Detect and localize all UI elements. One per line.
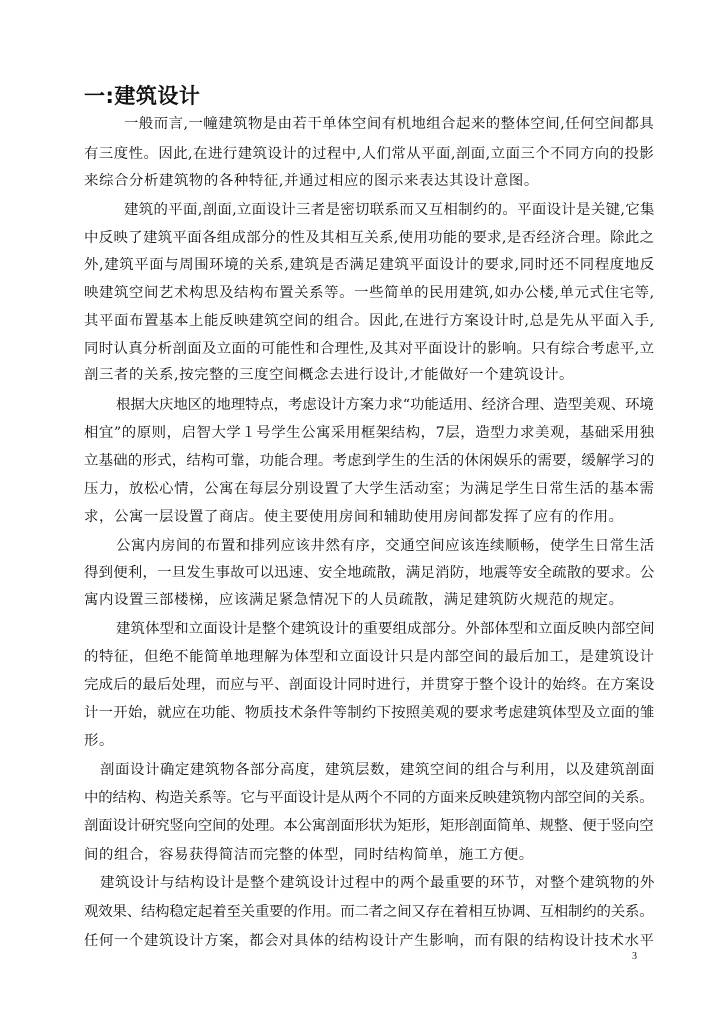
paragraph-6-line: 剖面设计研究竖向空间的处理。本公寓剖面形状为矩形，矩形剖面简单、规整、便于竖向空 — [84, 818, 654, 834]
paragraph-4-line: 得到便利，一旦发生事故可以迅速、安全地疏散，满足消防，地震等安全疏散的要求。公 — [84, 565, 655, 581]
paragraph-5-line: 建筑体型和立面设计是整个建筑设计的重要组成部分。外部体型和立面反映内部空间 — [116, 621, 655, 637]
paragraph-1-line: 一般而言,一幢建筑物是由若干单体空间有机地组合起来的整体空间,任何空间都具 — [124, 116, 655, 132]
paragraph-3-line: 相宜”的原则，启智大学１号学生公寓采用框架结构，7层，造型力求美观，基础采用独 — [84, 425, 655, 441]
paragraph-2-line: 其平面布置基本上能反映建筑空间的组合。因此,在进行方案设计时,总是先从平面入手, — [84, 313, 655, 329]
paragraph-7-line: 任何一个建筑设计方案，都会对具体的结构设计产生影响，而有限的结构设计技术水平 — [84, 933, 655, 949]
paragraph-2-line: 映建筑空间艺术构思及结构布置关系等。一些简单的民用建筑,如办公楼,单元式住宅等, — [84, 285, 655, 301]
paragraph-6-line: 中的结构、构造关系等。它与平面设计是从两个不同的方面来反映建筑物内部空间的关系。 — [84, 790, 654, 806]
paragraph-7-line: 观效果、结构稳定起着至关重要的作用。而二者之间又存在着相互协调、互相制约的关系。 — [84, 904, 654, 920]
paragraph-5-line: 计一开始，就应在功能、物质技术条件等制约下按照美观的要求考虑建筑体型及立面的雏 — [84, 705, 655, 721]
paragraph-3-line: 根据大庆地区的地理特点，考虑设计方案力求“功能适用、经济合理、造型美观、环境 — [116, 397, 654, 413]
paragraph-5-line: 形。 — [84, 733, 114, 749]
section-title: 一:建筑设计 — [84, 84, 201, 108]
paragraph-1-line: 有三度性。因此,在进行建筑设计的过程中,人们常从平面,剖面,立面三个不同方向的投影 — [84, 146, 655, 162]
paragraph-6-line: 剖面设计确定建筑物各部分高度，建筑层数，建筑空间的组合与利用，以及建筑剖面 — [100, 762, 656, 778]
paragraph-7-line: 建筑设计与结构设计是整个建筑设计过程中的两个最重要的环节，对整个建筑物的外 — [100, 875, 656, 891]
paragraph-2-line: 剖三者的关系,按完整的三度空间概念去进行设计,才能做好一个建筑设计。 — [84, 367, 575, 383]
paragraph-6-line: 间的组合，容易获得简洁而完整的体型，同时结构简单，施工方便。 — [84, 847, 534, 863]
paragraph-2-line: 外,建筑平面与周围环境的关系,建筑是否满足建筑平面设计的要求,同时还不同程度地反 — [84, 257, 655, 273]
paragraph-5-line: 的特征，但绝不能简单地理解为体型和立面设计只是内部空间的最后加工，是建筑设计 — [84, 649, 655, 665]
paragraph-3-line: 压力，放松心情，公寓在每层分别设置了大学生活动室；为满足学生日常生活的基本需 — [84, 481, 655, 497]
paragraph-5-line: 完成后的最后处理，而应与平、剖面设计同时进行，并贯穿于整个设计的始终。在方案设 — [84, 677, 655, 693]
paragraph-4-line: 寓内设置三部楼梯，应该满足紧急情况下的人员疏散，满足建筑防火规范的规定。 — [84, 592, 624, 608]
page-number: 3 — [632, 951, 637, 962]
paragraph-4-line: 公寓内房间的布置和排列应该井然有序，交通空间应该连续顺畅，使学生日常生活 — [116, 538, 655, 554]
paragraph-2-line: 建筑的平面,剖面,立面设计三者是密切联系而又互相制约的。平面设计是关键,它集 — [124, 202, 655, 218]
paragraph-3-line: 求，公寓一层设置了商店。使主要使用房间和辅助使用房间都发挥了应有的作用。 — [84, 509, 624, 525]
paragraph-3-line: 立基础的形式，结构可靠，功能合理。考虑到学生的生活的休闲娱乐的需要，缓解学习的 — [84, 453, 655, 469]
paragraph-1-line: 来综合分析建筑物的各种特征,并通过相应的图示来表达其设计意图。 — [84, 173, 539, 189]
paragraph-2-line: 中反映了建筑平面各组成部分的性及其相互关系,使用功能的要求,是否经济合理。除此之 — [84, 230, 655, 246]
paragraph-2-line: 同时认真分析剖面及立面的可能性和合理性,及其对平面设计的影响。只有综合考虑平,立 — [84, 341, 655, 357]
